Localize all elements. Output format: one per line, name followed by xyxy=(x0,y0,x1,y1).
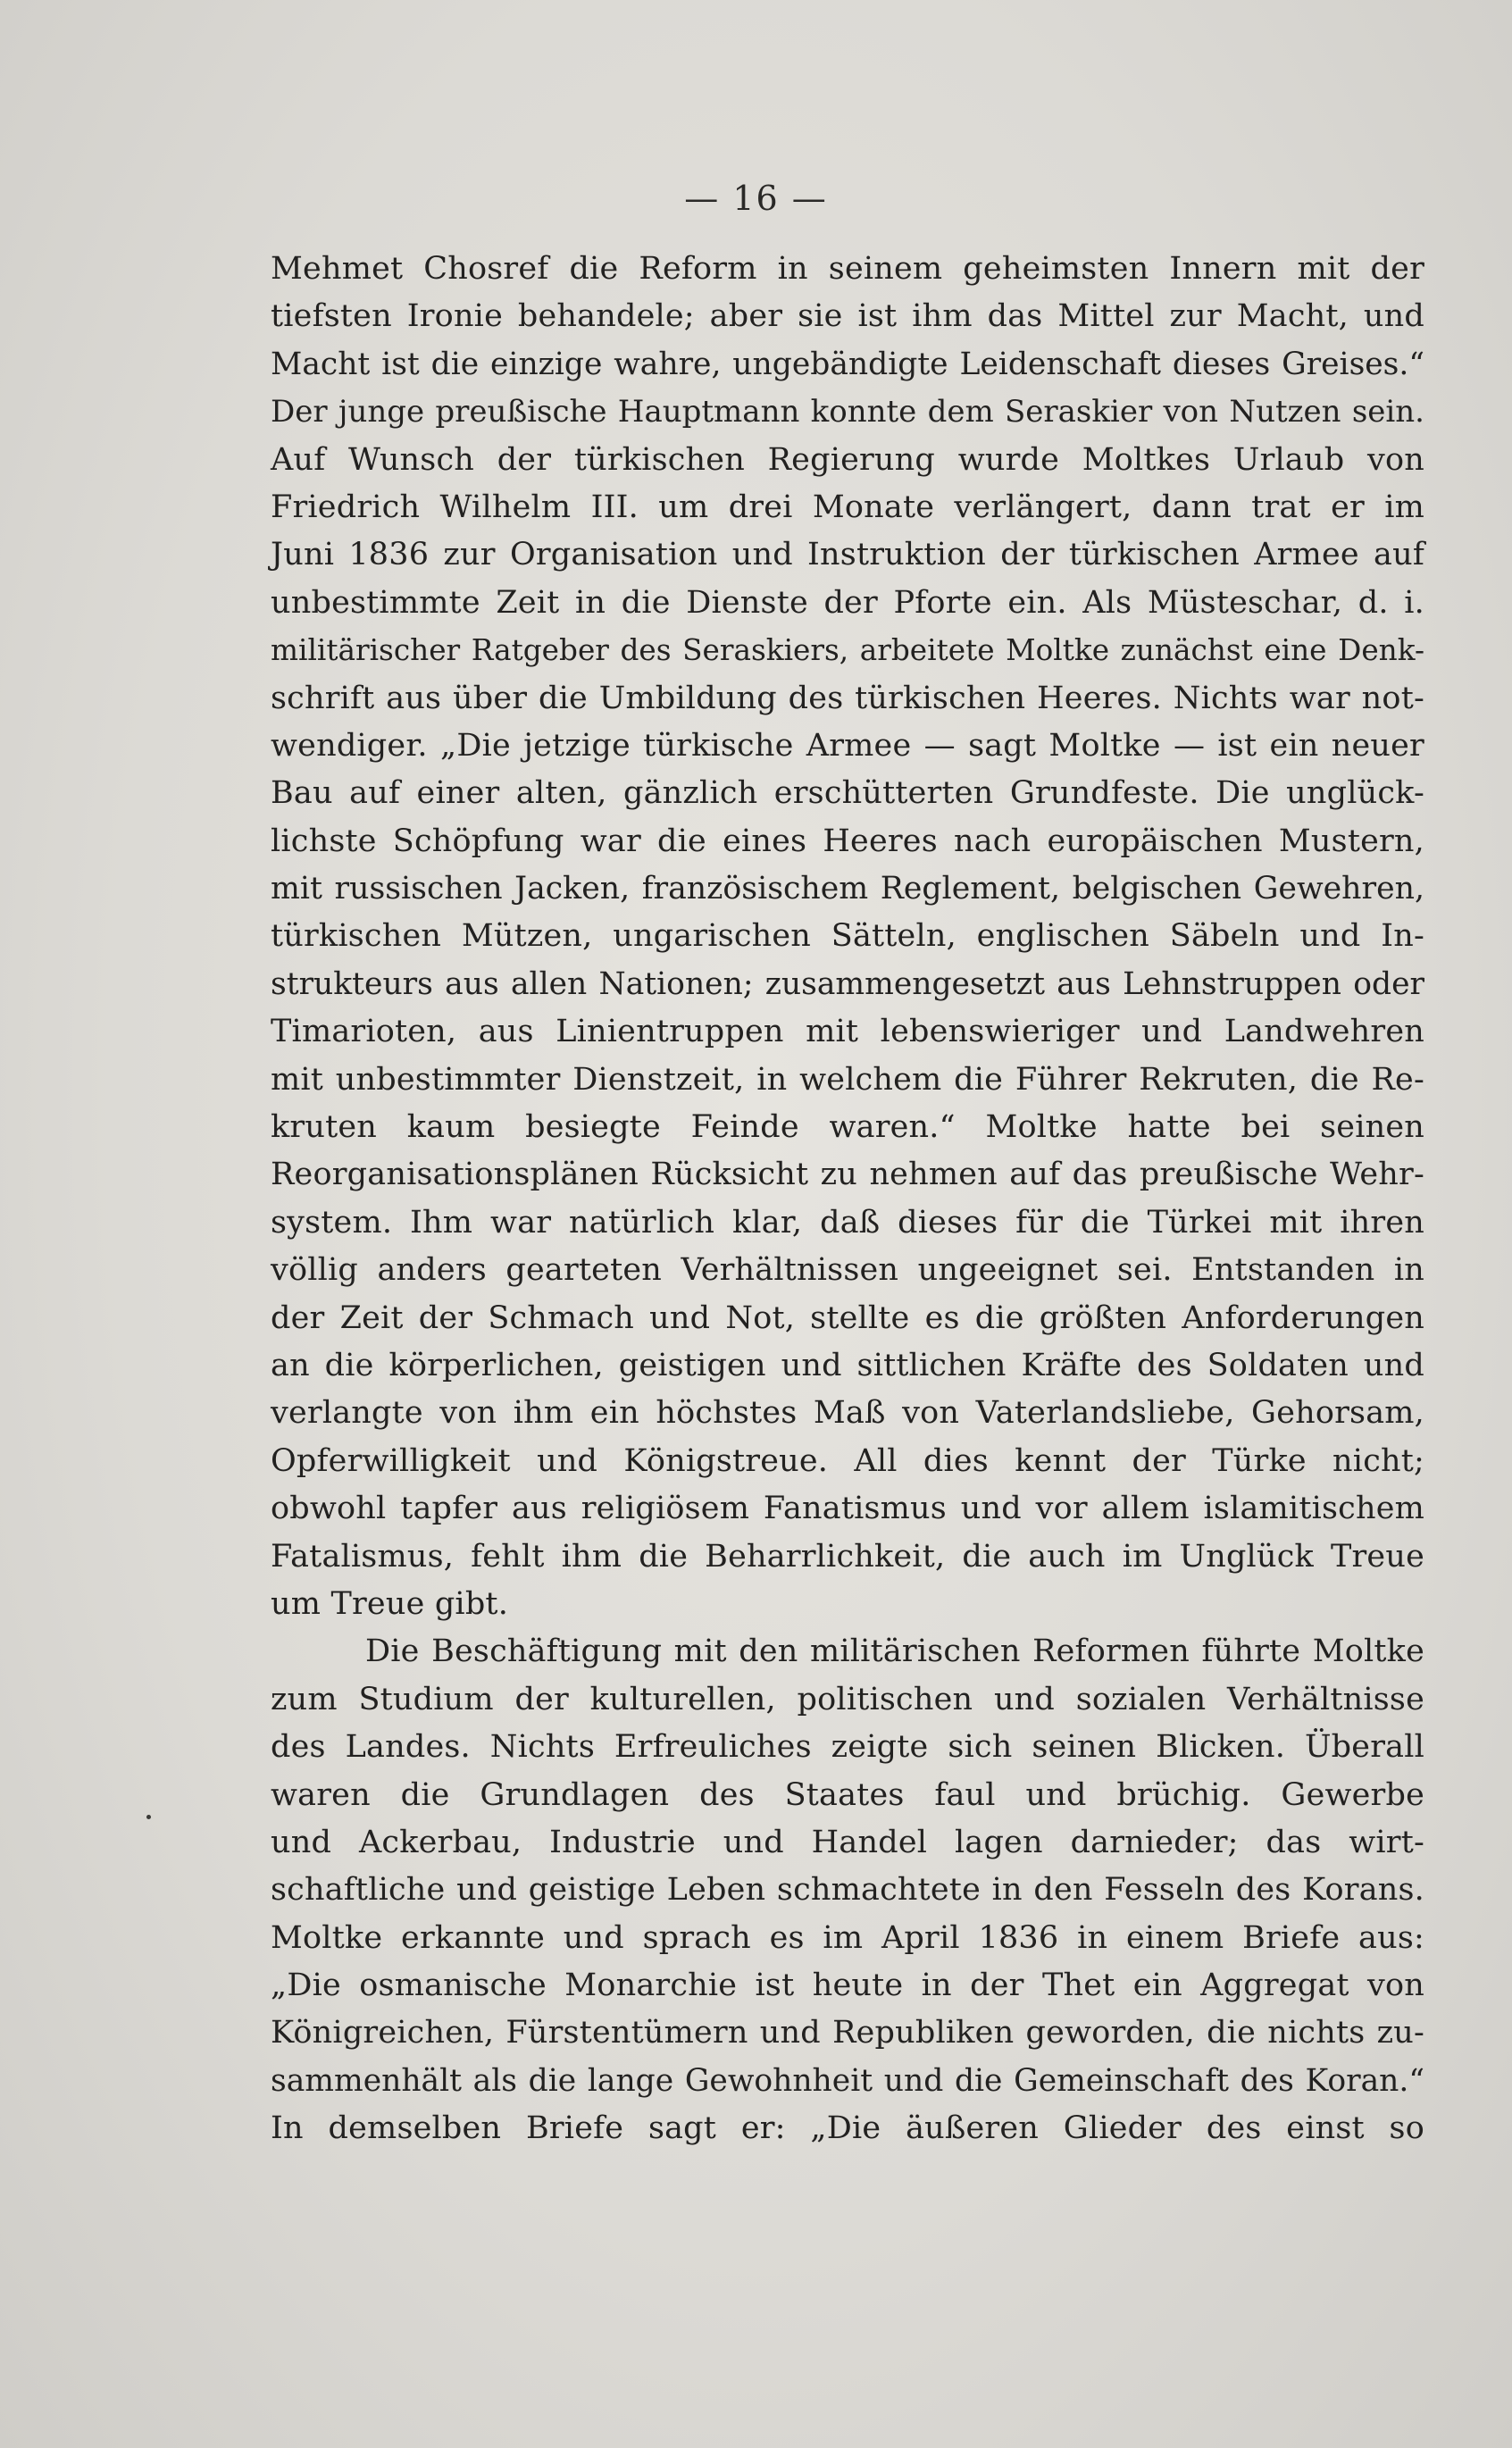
text-line: Reorganisationsplänen Rücksicht zu nehmen auf das preußische Wehr- xyxy=(271,1157,1424,1193)
text-line: strukteurs aus allen Nationen; zusammengesetzt aus Lehnstruppen oder xyxy=(271,965,1424,1002)
text-line: schaftliche und geistige Leben schmachtete in den Fesseln des Korans. xyxy=(271,1872,1424,1909)
text-line: sammenhält als die lange Gewohnheit und die Gemeinschaft des Koran.“ xyxy=(271,2062,1424,2099)
text-line: verlangte von ihm ein höchstes Maß von Vaterlandsliebe, Gehorsam, xyxy=(271,1395,1424,1432)
text-line: Der junge preußische Hauptmann konnte dem Seraskier von Nutzen sein. xyxy=(271,394,1424,430)
text-line: wendiger. „Die jetzige türkische Armee — sagt Moltke — ist ein neuer xyxy=(271,727,1424,764)
text-line: Mehmet Chosref die Reform in seinem geheimsten Innern mit der xyxy=(271,251,1424,287)
text-line: und Ackerbau, Industrie und Handel lagen darnieder; das wirt- xyxy=(271,1824,1424,1860)
text-line: mit unbestimmter Dienstzeit, in welchem die Führer Rekruten, die Re- xyxy=(271,1061,1424,1098)
page-number: — 16 — xyxy=(684,179,828,218)
text-line: „Die osmanische Monarchie ist heute in der Thet ein Aggregat von xyxy=(271,1968,1424,2004)
text-line: Bau auf einer alten, gänzlich erschütterten Grundfeste. Die unglück- xyxy=(271,775,1424,812)
text-line: türkischen Mützen, ungarischen Sätteln, englischen Säbeln und In- xyxy=(271,918,1424,955)
text-line: Auf Wunsch der türkischen Regierung wurde Moltkes Urlaub von xyxy=(271,441,1424,478)
text-line: mit russischen Jacken, französischem Reglement, belgischen Gewehren, xyxy=(271,871,1424,907)
text-line: des Landes. Nichts Erfreuliches zeigte sich seinen Blicken. Überall xyxy=(271,1729,1424,1766)
text-line: system. Ihm war natürlich klar, daß dieses für die Türkei mit ihren xyxy=(271,1204,1424,1241)
text-line: tiefsten Ironie behandele; aber sie ist ihm das Mittel zur Macht, und xyxy=(271,298,1424,335)
ink-speck xyxy=(146,1815,151,1819)
text-line: Macht ist die einzige wahre, ungebändigte Leidenschaft dieses Greises.“ xyxy=(271,346,1424,382)
text-line: der Zeit der Schmach und Not, stellte es die größten Anforderungen xyxy=(271,1299,1424,1336)
text-line: waren die Grundlagen des Staates faul und brüchig. Gewerbe xyxy=(271,1776,1424,1813)
text-line: In demselben Briefe sagt er: „Die äußeren Glieder des einst so xyxy=(271,2110,1424,2147)
text-line: zum Studium der kulturellen, politischen und sozialen Verhältnisse xyxy=(271,1681,1424,1717)
text-line: Juni 1836 zur Organisation und Instruktion der türkischen Armee auf xyxy=(271,537,1424,573)
text-line: unbestimmte Zeit in die Dienste der Pforte ein. Als Müsteschar, d. i. xyxy=(271,584,1424,621)
text-line: Fatalismus, fehlt ihm die Beharrlichkeit, die auch im Unglück Treue xyxy=(271,1538,1424,1575)
body-text xyxy=(271,246,1424,2153)
text-line: an die körperlichen, geistigen und sittlichen Kräfte des Soldaten und xyxy=(271,1347,1424,1383)
text-line: Königreichen, Fürstentümern und Republiken geworden, die nichts zu- xyxy=(271,2015,1424,2051)
text-line: Opferwilligkeit und Königstreue. All dies kennt der Türke nicht; xyxy=(271,1442,1424,1479)
text-line: völlig anders gearteten Verhältnissen ungeeignet sei. Entstanden in xyxy=(271,1252,1424,1289)
text-line: kruten kaum besiegte Feinde waren.“ Moltke hatte bei seinen xyxy=(271,1109,1424,1146)
text-line: Moltke erkannte und sprach es im April 1836 in einem Briefe aus: xyxy=(271,1919,1424,1956)
text-line: um Treue gibt. xyxy=(271,1585,509,1622)
text-line: schrift aus über die Umbildung des türkischen Heeres. Nichts war not- xyxy=(271,680,1424,716)
text-line: Friedrich Wilhelm III. um drei Monate verlängert, dann trat er im xyxy=(271,489,1424,525)
text-line: obwohl tapfer aus religiösem Fanatismus und vor allem islamitischem xyxy=(271,1491,1424,1527)
text-line: Die Beschäftigung mit den militärischen Reformen führte Moltke xyxy=(365,1633,1424,1670)
text-line: Timarioten, aus Linientruppen mit lebenswieriger und Landwehren xyxy=(271,1014,1424,1050)
text-line: lichste Schöpfung war die eines Heeres nach europäischen Mustern, xyxy=(271,823,1424,859)
text-line: militärischer Ratgeber des Seraskiers, arbeitete Moltke zunächst eine Denk- xyxy=(271,633,1424,668)
